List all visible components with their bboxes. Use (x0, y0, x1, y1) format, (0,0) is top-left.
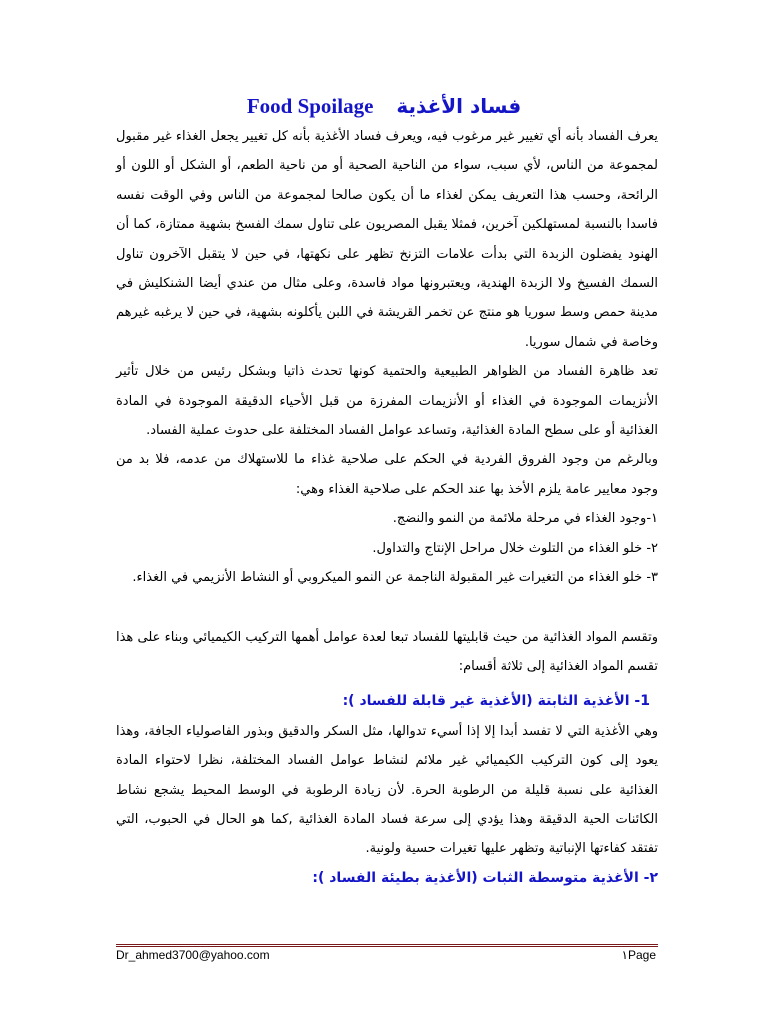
paragraph-definition: يعرف الفساد بأنه أي تغيير غير مرغوب فيه، ويعرف فساد الأغذية بأنه كل تغيير يجعل الغذاء غير مقبول لمجموعة من الناس، لأي سبب، سواء من الناحية الصحية أو من ناحية الطعم، أو الشكل أو اللون أو الرائحة، وحسب هذا التعريف يمكن لغذاء ما أن يكون صالحا لمجموعة من الناس وفي الوقت نفسه فاسدا بالنسبة لمستهلكين آخرين، فمثلا يقبل المصريون على تناول سمك الفسخ بشهية ممتازة، كما أن الهنود يفضلون الزبدة التي بدأت علامات التزنخ تظهر على نكهتها، في حين لا يتقبل الآخرون تناول السمك الفسيخ ولا الزبدة الهندية، ويعتبرونها مواد فاسدة، وعلى مثال من عندي أيضا الشنكليش في مدينة حمص وسط سوريا هو منتج عن تخمر القريشة في اللبن يأكلونه بشهية، في حين لا يرغبه غيرهم وخاصة في شمال سوريا. (116, 129, 658, 350)
spacer (116, 593, 658, 623)
list-item: ٢- خلو الغذاء من التلوث خلال مراحل الإنتاج والتداول. (372, 540, 658, 556)
paragraph-classification: وتقسم المواد الغذائية من حيث قابليتها للفساد تبعا لعدة عوامل أهمها التركيب الكيميائي وبناء على هذا تقسم المواد الغذائية إلى ثلاثة أقسام: (116, 629, 658, 674)
footer-page-number: ١Page (621, 948, 656, 962)
paragraph-natural-phenomenon: تعد ظاهرة الفساد من الظواهر الطبيعية والحتمية كونها تحدث ذاتيا وبشكل رئيس من خلال تأثير الأنزيمات الموجودة في الغذاء أو الأنزيمات المفرزة من قبل الأحياء الدقيقة الموجودة في المادة الغذائية أو على سطح المادة الغذائية، وتساعد عوامل الفساد المختلفة على حدوث عملية الفساد. (116, 364, 658, 439)
list-item: ١-وجود الغذاء في مرحلة ملائمة من النمو والنضج. (392, 511, 658, 527)
section-heading-medium-stability: ٢- الأغذية متوسطة الثبات (الأغذية بطيئة الفساد ): (312, 869, 658, 886)
list-item: ٣- خلو الغذاء من التغيرات غير المقبولة الناجمة عن النمو الميكروبي أو النشاط الأنزيمي في الغذاء. (132, 570, 658, 586)
footer-email: Dr_ahmed3700@yahoo.com (116, 948, 270, 962)
paragraph-stable-foods: وهي الأغذية التي لا تفسد أبدا إلا إذا أسيء تدوالها، مثل السكر والدقيق وبذور الفاصولياء الجافة، وهذا يعود إلى كون التركيب الكيميائي غير ملائم لنشاط عوامل الفساد المختلفة، نظرا لاحتواء المادة الغذائية على نسبة قليلة من الرطوبة الحرة. لأن زيادة الرطوبة في الوسط المحيط يشجع نشاط الكائنات الحية الدقيقة وهذا يؤدي إلى سرعة فساد المادة الغذائية ,كما هو الحال في الحبوب، التي تفتقد كفاءتها الإنباتية وتظهر عليها تغيرات حسية ولونية. (116, 723, 658, 857)
document-body (116, 122, 658, 893)
page-title (0, 92, 768, 120)
paragraph-criteria-intro: وبالرغم من وجود الفروق الفردية في الحكم على صلاحية غذاء ما للاستهلاك من عدمه، فلا بد من وجود معايير عامة يلزم الأخذ بها عند الحكم على صلاحية الغذاء وهي: (116, 452, 658, 497)
section-heading-stable-foods: 1- الأغذية الثابتة (الأغذية غير قابلة للفساد ): (342, 693, 650, 710)
footer-divider (116, 944, 658, 947)
title-arabic: فساد الأغذية (396, 94, 522, 118)
title-english: Food Spoilage (246, 94, 374, 118)
